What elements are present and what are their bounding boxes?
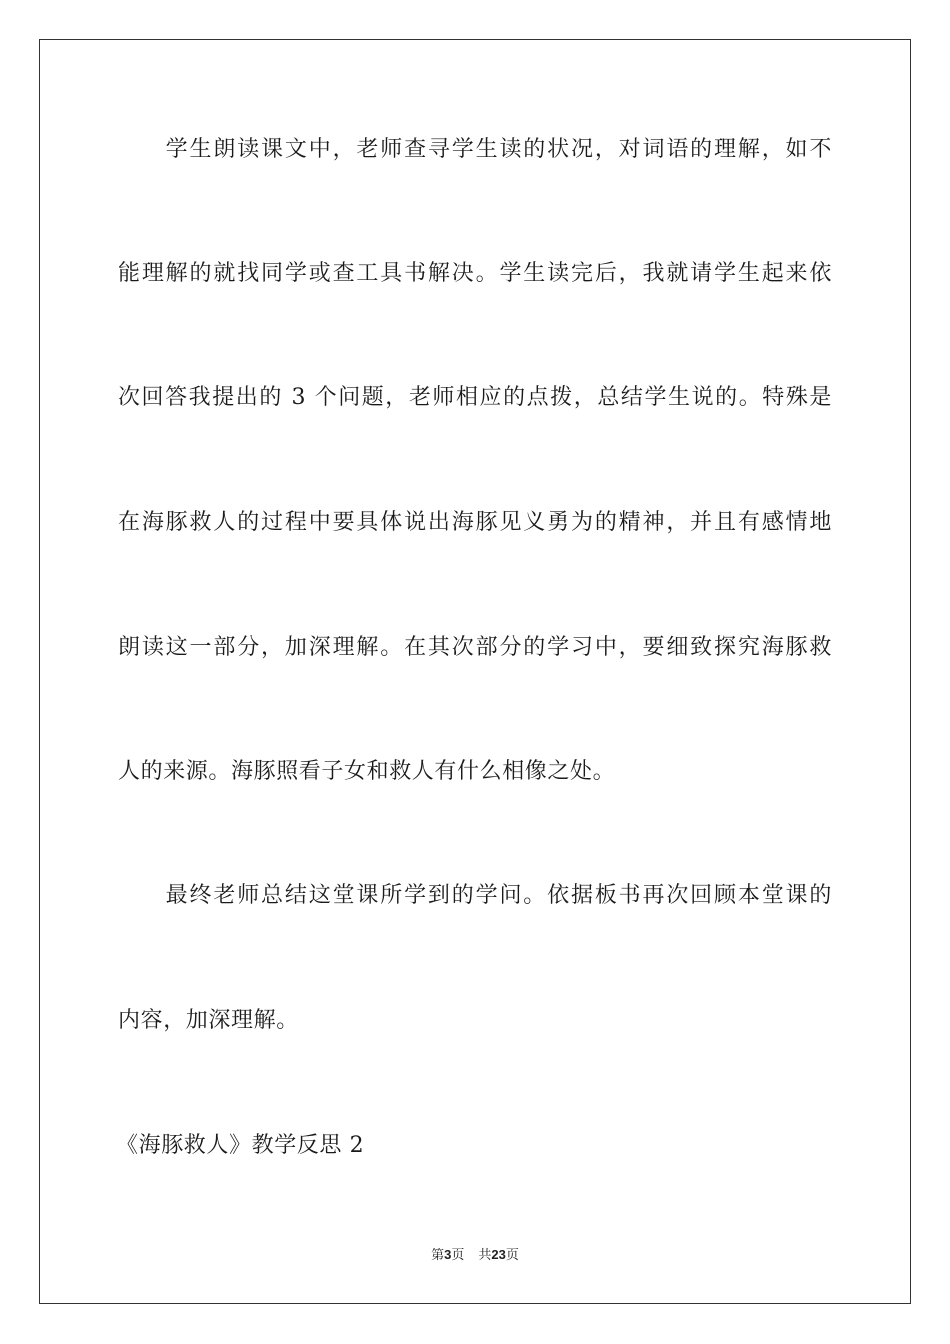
footer-total-suffix: 页 bbox=[505, 1248, 519, 1263]
body-line-3: 次回答我提出的 3 个问题，老师相应的点拨，总结学生说的。特殊是 bbox=[118, 385, 832, 410]
body-line-4: 在海豚救人的过程中要具体说出海豚见义勇为的精神，并且有感情地 bbox=[118, 510, 832, 535]
body-line-7: 最终老师总结这堂课所学到的学问。依据板书再次回顾本堂课的 bbox=[118, 883, 832, 908]
body-line-6: 人的来源。海豚照看子女和救人有什么相像之处。 bbox=[118, 759, 616, 784]
footer-page-prefix: 第 bbox=[431, 1248, 445, 1263]
footer-total-prefix: 共 bbox=[478, 1248, 492, 1263]
page-footer bbox=[0, 1246, 950, 1265]
footer-page-number: 3 bbox=[444, 1247, 452, 1262]
body-line-1: 学生朗读课文中，老师查寻学生读的状况，对词语的理解，如不 bbox=[118, 137, 832, 162]
footer-page-suffix: 页 bbox=[451, 1248, 465, 1263]
body-line-2: 能理解的就找同学或查工具书解决。学生读完后，我就请学生起来依 bbox=[118, 261, 832, 286]
footer-total-pages: 23 bbox=[491, 1247, 506, 1262]
body-line-8: 内容，加深理解。 bbox=[118, 1008, 299, 1033]
page-border bbox=[39, 39, 911, 1304]
section-heading: 《海豚救人》教学反思 2 bbox=[116, 1133, 365, 1158]
body-line-5: 朗读这一部分，加深理解。在其次部分的学习中，要细致探究海豚救 bbox=[118, 635, 832, 660]
